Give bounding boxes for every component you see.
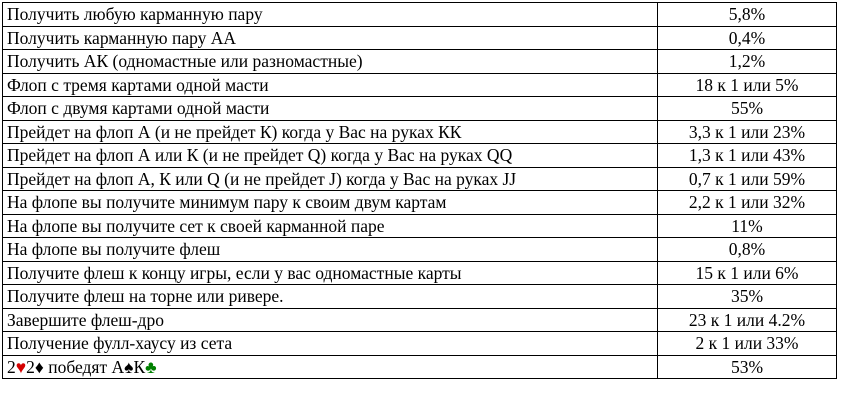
row-value: 1,3 к 1 или 43% (658, 144, 837, 168)
table-row (3, 238, 837, 262)
table-row (3, 167, 837, 191)
table-row (3, 191, 837, 215)
table-row (3, 308, 837, 332)
row-description: Получить АК (одномастные или разномастные) (3, 50, 658, 74)
row-description: На флопе вы получите флеш (3, 238, 658, 262)
table-row (3, 50, 837, 74)
row-description-hand-vs-hand (3, 355, 658, 379)
row-value: 1,2% (658, 50, 837, 74)
row-value: 0,8% (658, 238, 837, 262)
row-value: 5,8% (658, 3, 837, 27)
club-suit-icon: ♣ (145, 356, 157, 377)
table-row (3, 73, 837, 97)
row-description: На флопе вы получите минимум пару к своим двум картам (3, 191, 658, 215)
versus-verb: победят (48, 356, 108, 377)
table-row (3, 261, 837, 285)
row-description: Прейдет на флоп А, К или Q (и не прейдет J) когда у Вас на руках JJ (3, 167, 658, 191)
row-value: 0,4% (658, 26, 837, 50)
table-row (3, 120, 837, 144)
row-description: Прейдет на флоп А или К (и не прейдет Q) когда у Вас на руках QQ (3, 144, 658, 168)
row-description: Получите флеш на торне или ривере. (3, 285, 658, 309)
row-value: 15 к 1 или 6% (658, 261, 837, 285)
table-row (3, 97, 837, 121)
row-value: 11% (658, 214, 837, 238)
row-value: 3,3 к 1 или 23% (658, 120, 837, 144)
row-value: 53% (658, 355, 837, 379)
heart-suit-icon: ♥ (15, 356, 27, 377)
diamond-suit-icon: ♦ (34, 356, 44, 377)
poker-odds-table (2, 2, 837, 379)
row-value: 0,7 к 1 или 59% (658, 167, 837, 191)
hand2-rank-2: К (133, 356, 146, 377)
table-row-hand-vs-hand (3, 355, 837, 379)
table-row (3, 214, 837, 238)
hand1-rank-2: 2 (26, 356, 35, 377)
row-value: 35% (658, 285, 837, 309)
spade-suit-icon: ♠ (124, 356, 134, 377)
hand1-rank-1: 2 (7, 356, 16, 377)
table-row (3, 285, 837, 309)
row-description: Получить любую карманную пару (3, 3, 658, 27)
table-row (3, 26, 837, 50)
row-value: 2,2 к 1 или 32% (658, 191, 837, 215)
row-value: 18 к 1 или 5% (658, 73, 837, 97)
row-description: Завершите флеш-дро (3, 308, 658, 332)
row-value: 2 к 1 или 33% (658, 332, 837, 356)
odds-table-body (3, 3, 837, 379)
row-description: Флоп с двумя картами одной масти (3, 97, 658, 121)
row-description: Прейдет на флоп А (и не прейдет К) когда у Вас на руках КК (3, 120, 658, 144)
row-value: 23 к 1 или 4.2% (658, 308, 837, 332)
hand2-rank-1: А (111, 356, 125, 377)
row-description: Получить карманную пару АА (3, 26, 658, 50)
row-description: Получите флеш к концу игры, если у вас одномастные карты (3, 261, 658, 285)
table-row (3, 144, 837, 168)
row-description: Получение фулл-хаусу из сета (3, 332, 658, 356)
table-row (3, 332, 837, 356)
row-value: 55% (658, 97, 837, 121)
row-description: На флопе вы получите сет к своей карманной паре (3, 214, 658, 238)
table-row (3, 3, 837, 27)
row-description: Флоп с тремя картами одной масти (3, 73, 658, 97)
